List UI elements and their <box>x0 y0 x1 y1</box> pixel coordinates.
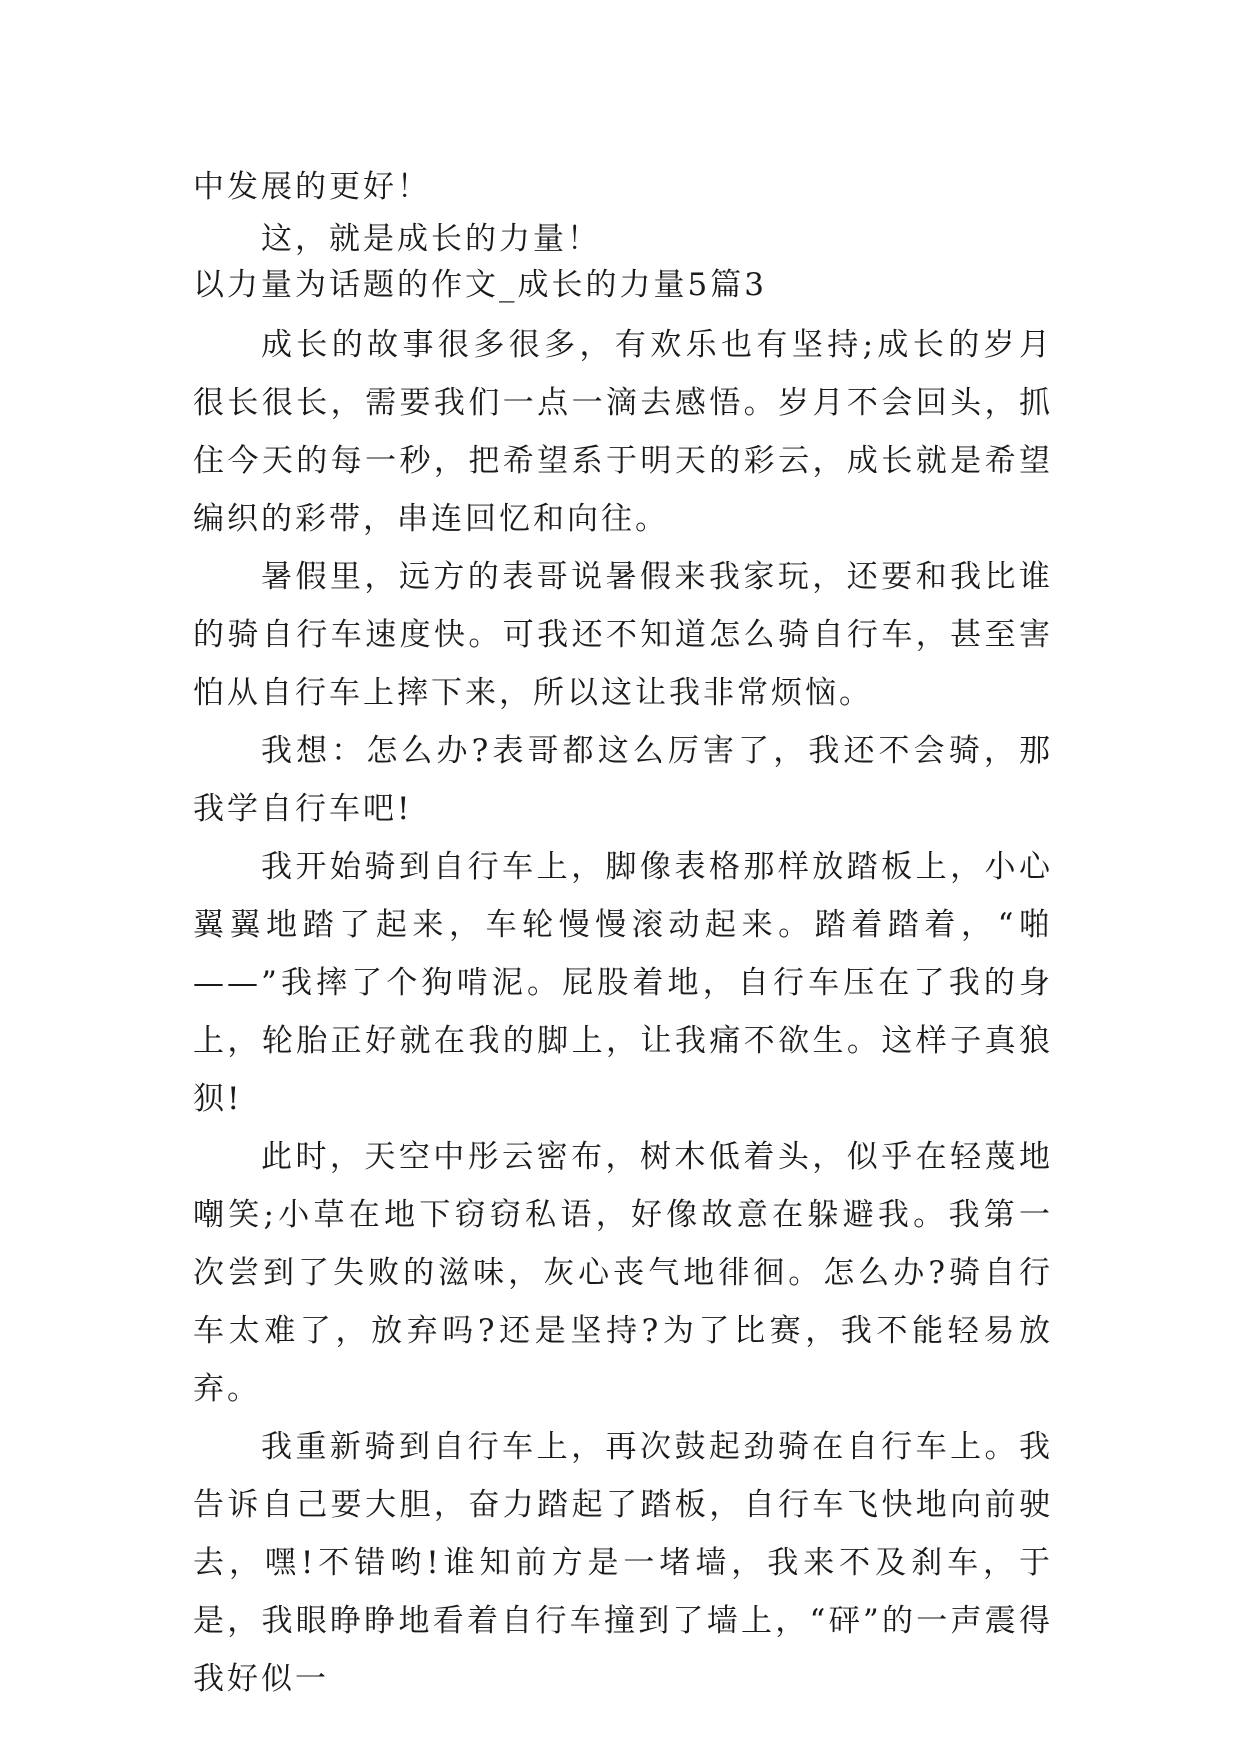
paragraph-1: 成长的故事很多很多，有欢乐也有坚持;成长的岁月很长很长，需要我们一点一滴去感悟。岁月不会回头，抓住今天的每一秒，把希望系于明天的彩云，成长就是希望编织的彩带，串连回忆和向往。 <box>193 327 1053 537</box>
paragraph-6: 我重新骑到自行车上，再次鼓起劲骑在自行车上。我告诉自己要大胆，奋力踏起了踏板，自行车飞快地向前驶去，嘿!不错哟!谁知前方是一堵墙，我来不及刹车，于是，我眼睁睁地看着自行车撞到了墙上，“砰”的一声震得我好似一 <box>193 1429 1053 1697</box>
section-heading: 以力量为话题的作文_成长的力量5篇3 <box>193 267 767 303</box>
paragraph-2: 暑假里，远方的表哥说暑假来我家玩，还要和我比谁的骑自行车速度快。可我还不知道怎么骑自行车，甚至害怕从自行车上摔下来，所以这让我非常烦恼。 <box>193 559 1053 711</box>
paragraph-conclusion: 这，就是成长的力量！ <box>261 221 601 257</box>
paragraph-4: 我开始骑到自行车上，脚像表格那样放踏板上，小心翼翼地踏了起来，车轮慢慢滚动起来。踏着踏着，“啪——”我摔了个狗啃泥。屁股着地，自行车压在了我的身上，轮胎正好就在我的脚上，让我痛不欲生。这样子真狼狈! <box>193 849 1053 1117</box>
document-body <box>193 158 1053 1708</box>
paragraph-continuation: 中发展的更好！ <box>193 169 431 205</box>
paragraph-3: 我想：怎么办?表哥都这么厉害了，我还不会骑，那我学自行车吧! <box>193 733 1053 827</box>
paragraph-5: 此时，天空中彤云密布，树木低着头，似乎在轻蔑地嘲笑;小草在地下窃窃私语，好像故意在躲避我。我第一次尝到了失败的滋味，灰心丧气地徘徊。怎么办?骑自行车太难了，放弃吗?还是坚持?为了比赛，我不能轻易放弃。 <box>193 1139 1053 1407</box>
